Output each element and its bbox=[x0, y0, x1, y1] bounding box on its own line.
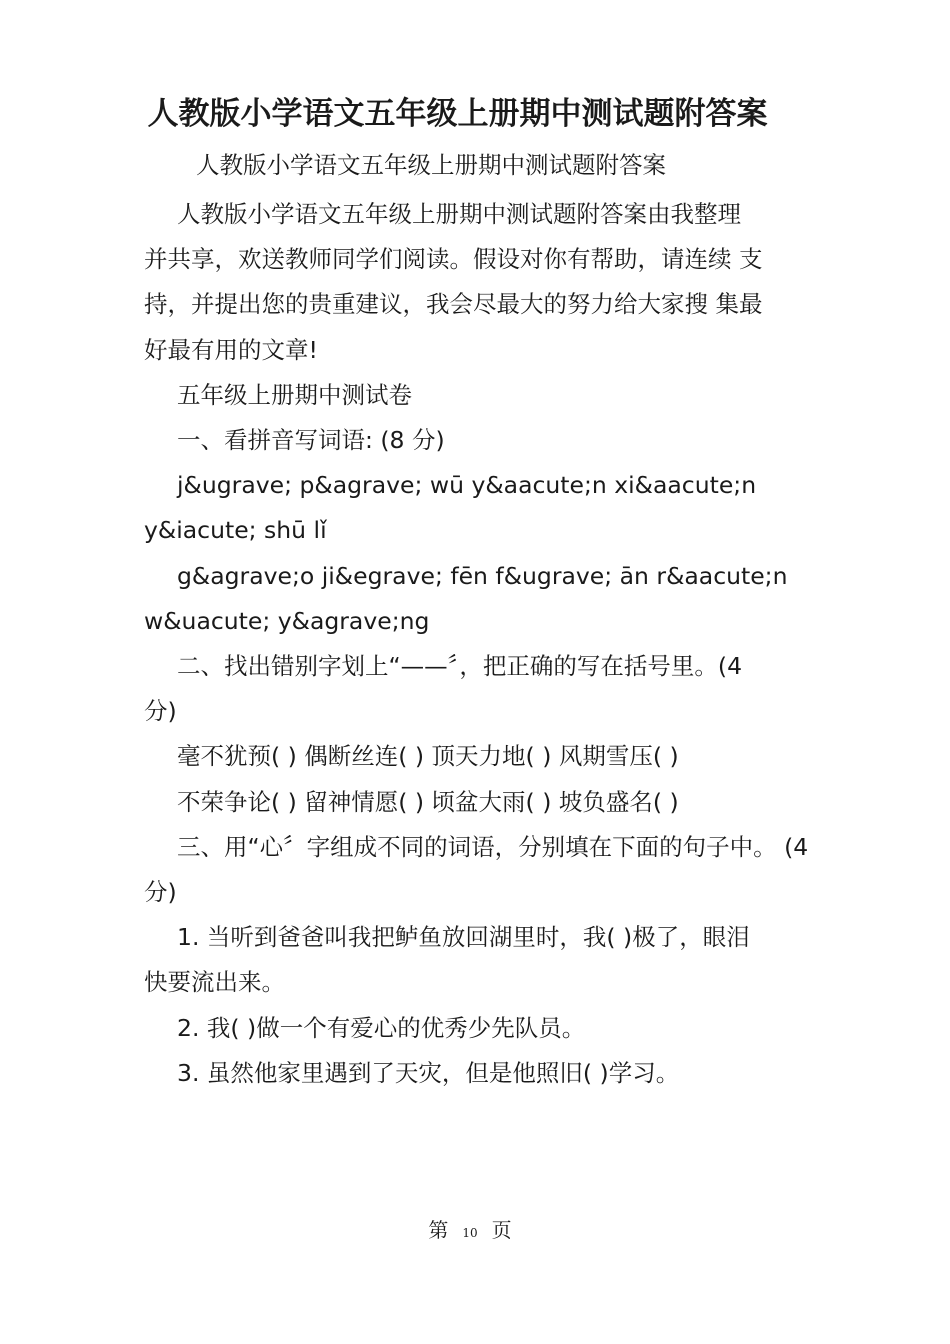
exercise-line: 毫不犹预( ) 偶断丝连( ) 顶天力地( ) 风期雪压( ) bbox=[177, 742, 679, 771]
body-line: 并共享，欢送教师同学们阅读。假设对你有帮助，请连续 支 bbox=[144, 245, 763, 274]
page-number: 10 bbox=[462, 1226, 478, 1240]
section-heading: 五年级上册期中测试卷 bbox=[177, 380, 412, 409]
exercise-line: 3. 虽然他家里遇到了天灾，但是他照旧( )学习。 bbox=[177, 1058, 680, 1087]
pinyin-line: g&agrave;o ji&egrave; fēn f&ugrave; ān r&aacute;n bbox=[177, 561, 788, 590]
pinyin-line: w&uacute; y&agrave;ng bbox=[144, 606, 430, 635]
body-line: 分) bbox=[144, 697, 177, 726]
body-line: 快要流出来。 bbox=[144, 968, 285, 997]
document-subtitle: 人教版小学语文五年级上册期中测试题附答案 bbox=[196, 151, 666, 179]
pinyin-line: j&ugrave; p&agrave; wū y&aacute;n xi&aacute;n bbox=[177, 471, 757, 500]
question-heading: 三、用“心〞字组成不同的词语，分别填在下面的句子中。 (4 bbox=[177, 832, 809, 861]
document-title: 人教版小学语文五年级上册期中测试题附答案 bbox=[147, 96, 768, 132]
exercise-line: 1. 当听到爸爸叫我把鲈鱼放回湖里时，我( )极了，眼泪 bbox=[177, 923, 750, 952]
body-line: 人教版小学语文五年级上册期中测试题附答案由我整理 bbox=[177, 200, 741, 228]
exercise-line: 不荣争论( ) 留神情愿( ) 顷盆大雨( ) 坡负盛名( ) bbox=[177, 787, 679, 816]
document-body bbox=[144, 192, 824, 1096]
question-heading: 一、看拼音写词语: (8 分) bbox=[177, 426, 445, 455]
exercise-line: 2. 我( )做一个有爱心的优秀少先队员。 bbox=[177, 1013, 586, 1042]
page-footer bbox=[0, 1216, 940, 1247]
pinyin-line: y&iacute; shū lǐ bbox=[144, 516, 327, 545]
body-line: 分) bbox=[144, 878, 177, 907]
question-heading: 二、找出错别字划上“——〞，把正确的写在括号里。(4 bbox=[177, 652, 743, 681]
footer-suffix: 页 bbox=[491, 1218, 512, 1242]
body-line: 持，并提出您的贵重建议，我会尽最大的努力给大家搜 集最 bbox=[144, 290, 763, 319]
footer-prefix: 第 bbox=[428, 1218, 449, 1242]
body-line: 好最有用的文章! bbox=[144, 335, 318, 364]
